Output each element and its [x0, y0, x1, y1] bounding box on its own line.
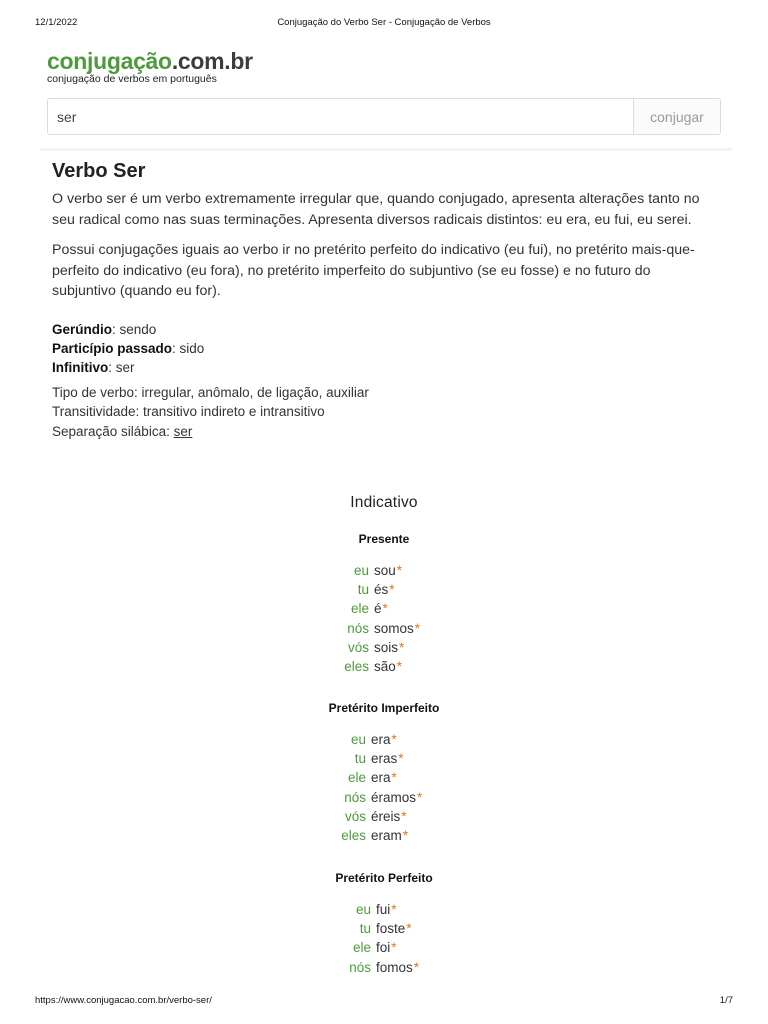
conjugation-row [0, 732, 768, 751]
irregular-marker: * [414, 620, 421, 636]
intro-paragraph: O verbo ser é um verbo extremamente irregular que, quando conjugado, apresenta alterações tanto no seu radical como nas suas terminações. Apresenta diversos radicais distintos: eu era, eu fui, eu serei. [52, 191, 700, 228]
logo-tagline: conjugação de verbos em português [47, 73, 217, 85]
pronoun: ele [350, 601, 369, 617]
irregular-marker: * [391, 902, 397, 917]
pronoun: eles [341, 827, 366, 843]
verb-forms [52, 320, 716, 377]
irregular-marker: * [391, 732, 397, 747]
pronoun: ele [347, 770, 366, 786]
irregular-marker: * [406, 921, 412, 937]
comparison-paragraph: Possui conjugações iguais ao verbo ir no pretérito perfeito do indicativo (eu fui), no pretérito mais-que-perfeito do indicativo (eu fora), no pretérito imperfeito do subjuntivo (se eu fosse) e no futuro do subjuntivo (quando eu for). [52, 242, 695, 299]
irregular-marker: * [396, 658, 403, 674]
infinitive-label: Infinitivo [52, 359, 109, 375]
participle-label: Particípio passado [52, 340, 173, 356]
article [52, 159, 716, 441]
irregular-marker: * [398, 751, 404, 767]
irregular-marker: * [401, 808, 407, 824]
conjugation-row [0, 902, 768, 921]
site-logo[interactable] [47, 47, 253, 85]
verb-form: éreis* [371, 808, 407, 824]
conjugation-row [0, 828, 768, 847]
verb-form: somos* [374, 620, 421, 636]
gerund-label: Gerúndio [52, 321, 112, 337]
conjugation-table [0, 902, 768, 979]
pronoun: tu [357, 582, 369, 598]
verb-form: é* [374, 601, 388, 617]
conjugation-row [0, 582, 768, 601]
print-date: 12/1/2022 [35, 17, 78, 28]
irregular-marker: * [417, 789, 423, 805]
verb-form: fui* [376, 902, 397, 917]
tense-heading: Pretérito Perfeito [335, 871, 433, 885]
infinitive-value: : ser [108, 359, 135, 375]
conjugation-row [0, 790, 768, 809]
verb-form: éramos* [371, 789, 423, 805]
gerund-value: : sendo [112, 321, 157, 337]
irregular-marker: * [391, 770, 397, 786]
irregular-marker: * [382, 601, 388, 617]
pronoun: ele [352, 940, 371, 956]
pronoun: eu [353, 563, 369, 578]
verb-form: eras* [371, 751, 404, 767]
conjugation-row [0, 809, 768, 828]
verb-form: foi* [376, 940, 397, 956]
participle-value: : sido [172, 340, 205, 356]
print-page-title: Conjugação do Verbo Ser - Conjugação de Verbos [277, 17, 491, 28]
logo-brand-domain: .com.br [171, 48, 253, 74]
conjugation-row [0, 751, 768, 770]
verb-type: Tipo de verbo: irregular, anômalo, de ligação, auxiliar [52, 384, 369, 400]
pronoun: nós [347, 620, 369, 636]
conjugation-row [0, 621, 768, 640]
search-bar [47, 98, 721, 135]
pronoun: vós [344, 808, 366, 824]
logo-brand-green: conjugação [47, 48, 172, 74]
gerund-row [52, 320, 716, 339]
infinitive-row [52, 358, 716, 377]
print-url: https://www.conjugacao.com.br/verbo-ser/ [35, 995, 212, 1006]
pronoun: tu [359, 921, 371, 937]
pronoun: vós [347, 639, 369, 655]
conjugation-table [0, 563, 768, 678]
irregular-marker: * [391, 940, 397, 956]
conjugation-row [0, 921, 768, 940]
transitivity: Transitividade: transitivo indireto e intransitivo [52, 404, 325, 419]
page-title: Verbo Ser [52, 160, 146, 182]
verb-form: fomos* [376, 959, 420, 975]
conjugation-row [0, 640, 768, 659]
verb-form: eram* [371, 827, 409, 843]
participle-row [52, 339, 716, 358]
conjugation-row [0, 659, 768, 678]
conjugate-button[interactable]: conjugar [633, 99, 720, 134]
conjugation-row [0, 940, 768, 959]
syllable-separation-label: Separação silábica: [52, 423, 174, 439]
print-header [0, 17, 768, 31]
logo-wordmark[interactable] [47, 47, 253, 75]
pronoun: eles [344, 658, 369, 674]
print-page-number: 1/7 [719, 995, 733, 1006]
mode-heading: Indicativo [350, 494, 418, 511]
irregular-marker: * [389, 582, 395, 598]
search-input[interactable] [48, 99, 633, 134]
header-divider [40, 148, 732, 151]
pronoun: nós [349, 959, 371, 975]
verb-classification [52, 383, 716, 442]
verb-form: és* [374, 582, 395, 598]
tense-heading: Presente [358, 532, 410, 546]
verb-form: sou* [374, 563, 403, 578]
verb-form: era* [371, 732, 397, 747]
syllable-separation [52, 422, 716, 442]
conjugation-row [0, 770, 768, 789]
irregular-marker: * [413, 959, 420, 975]
pronoun: eu [350, 732, 366, 747]
verb-form: era* [371, 770, 397, 786]
pronoun: eu [355, 902, 371, 917]
conjugation-table [0, 732, 768, 847]
irregular-marker: * [396, 563, 403, 578]
verb-form: são* [374, 658, 403, 674]
conjugation-row [0, 601, 768, 620]
irregular-marker: * [402, 827, 409, 843]
conjugation-row [0, 563, 768, 582]
pronoun: nós [344, 789, 366, 805]
irregular-marker: * [399, 639, 405, 655]
verb-form: foste* [376, 921, 412, 937]
pronoun: tu [354, 751, 366, 767]
tense-heading: Pretérito Imperfeito [328, 701, 440, 715]
verb-form: sois* [374, 639, 405, 655]
syllable-separation-link[interactable]: ser [173, 423, 193, 439]
conjugation-row [0, 960, 768, 979]
